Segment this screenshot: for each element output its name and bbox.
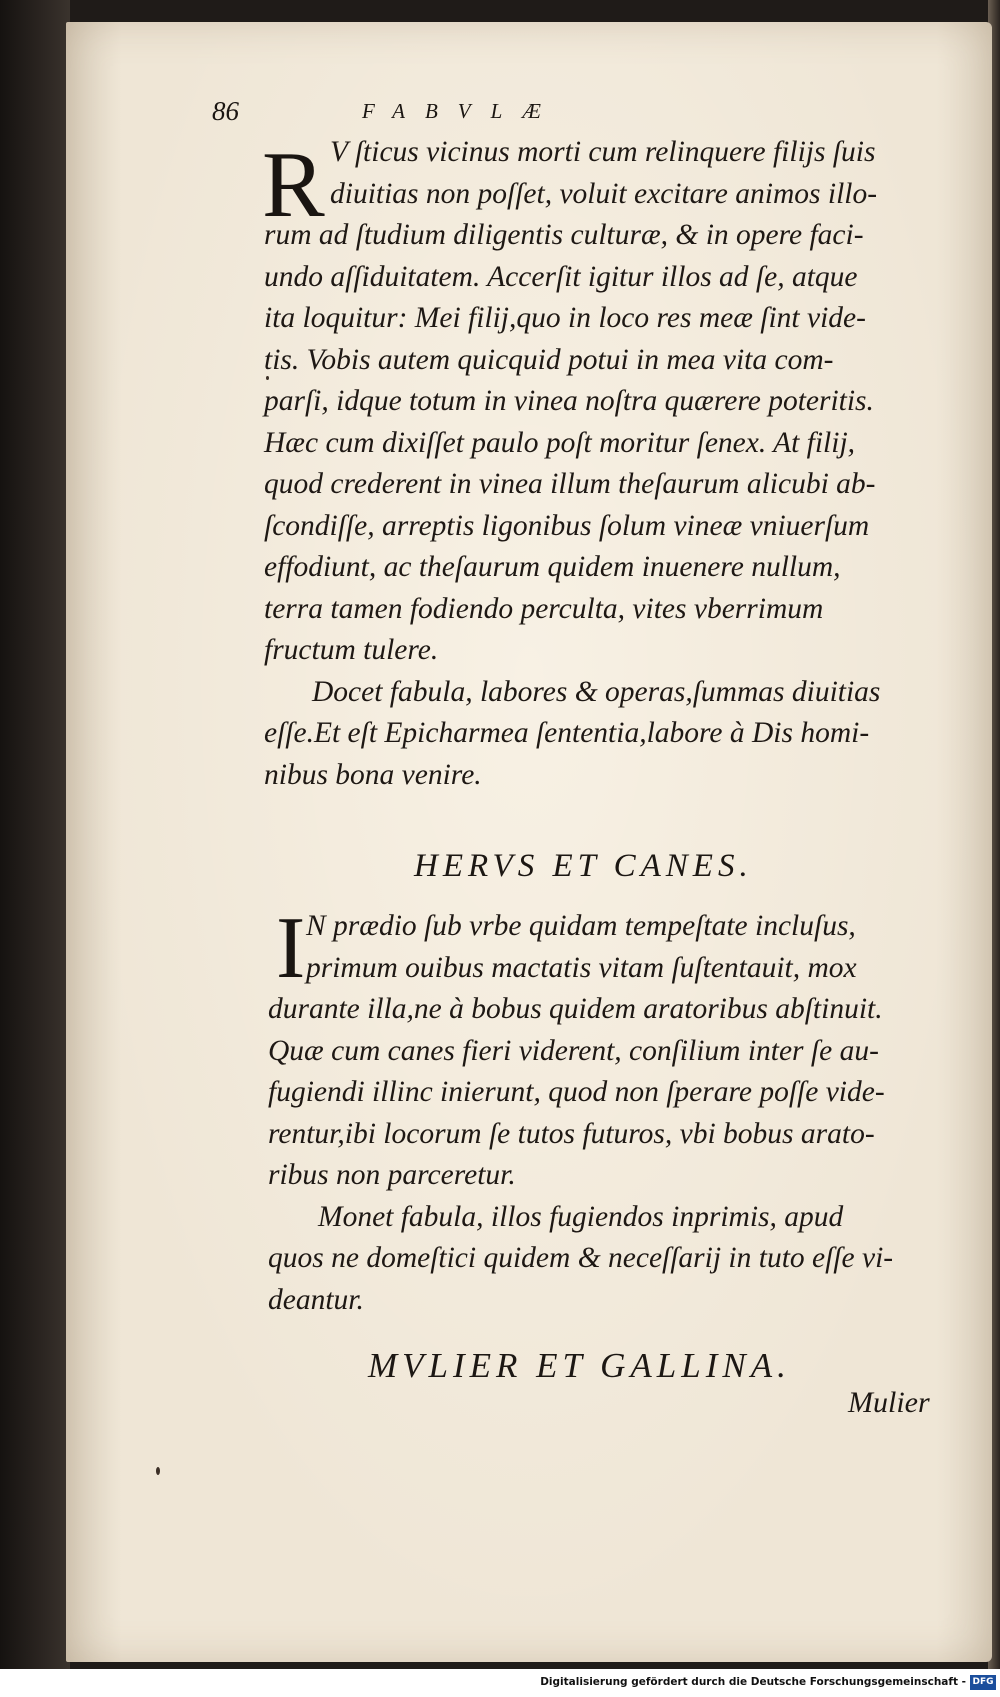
fable1-line: ita loquitur: Mei filij,quo in loco res meæ ſint vide- — [264, 302, 866, 334]
ink-speck — [266, 376, 269, 380]
ink-speck — [156, 1467, 160, 1475]
fable2-line: Quæ cum canes fieri viderent, conſilium inter ſe au- — [268, 1034, 879, 1067]
fable2-line: rentur,ibi locorum ſe tutos futuros, vbi bobus arato- — [268, 1117, 875, 1150]
fable1-line: undo aſſiduitatem. Accerſit igitur illos ad ſe, atque — [264, 260, 858, 293]
fable1-dropcap: R — [262, 133, 325, 237]
page-header — [212, 96, 772, 136]
fable1-line: parſi, idque totum in vinea noſtra quærere poteritis. — [264, 385, 874, 417]
fable1-line: fructum tulere. — [264, 634, 439, 666]
dfg-logo: DFG — [970, 1675, 996, 1690]
fable2-line: N prædio ſub vrbe quidam tempeſtate incluſus, — [306, 910, 856, 942]
fable1-moral-line: nibus bona venire. — [264, 758, 482, 791]
fable1-line: terra tamen fodiendo perculta, vites vberrimum — [264, 592, 824, 625]
fable2-body — [268, 906, 972, 1321]
fable1-line: effodiunt, ac theſaurum quidem inuenere nullum, — [264, 551, 841, 583]
fable1-line: rum ad ſtudium diligentis culturæ, & in opere faci- — [264, 219, 864, 251]
fable1-line: diuitias non poſſet, voluit excitare animos illo- — [330, 177, 878, 210]
footer-bar — [0, 1669, 1000, 1697]
fable2-line: durante illa,ne à bobus quidem aratoribus abſtinuit. — [268, 993, 883, 1025]
fable2-dropcap: I — [276, 900, 306, 997]
fable1-line: V ſticus vicinus morti cum relinquere filijs ſuis — [330, 136, 876, 168]
fable2-moral-line: quos ne domeſtici quidem & neceſſarij in tuto eſſe vi- — [268, 1242, 894, 1274]
fable2-moral-line: Monet fabula, illos fugiendos inprimis, apud — [318, 1200, 844, 1233]
fable1-moral-line: Docet fabula, labores & operas,ſummas diuitias — [312, 675, 881, 708]
fable1-line: quod crederent in vinea illum theſaurum alicubi ab- — [264, 468, 876, 500]
page-number: 86 — [212, 96, 239, 126]
fable2-moral-line: deantur. — [268, 1283, 364, 1316]
fable2-line: ribus non parceretur. — [268, 1159, 516, 1191]
book-binding-edge — [0, 0, 70, 1697]
fable2-line: fugiendi illinc inierunt, quod non ſperare poſſe vide- — [268, 1076, 885, 1108]
fable3-title: MVLIER ET GALLINA. — [368, 1346, 791, 1385]
fable1-moral-line: eſſe.Et eſt Epicharmea ſententia,labore à Dis homi- — [264, 717, 870, 749]
fable1-line: tis. Vobis autem quicquid potui in mea vita com- — [264, 343, 834, 376]
fable2-title: HERVS ET CANES. — [414, 848, 753, 884]
running-title: FABVLÆ — [362, 99, 561, 123]
fable1-body — [264, 132, 972, 796]
catchword: Mulier — [848, 1386, 930, 1419]
fable2-line: primum ouibus mactatis vitam ſuſtentauit, mox — [306, 951, 857, 984]
fable1-line: Hæc cum dixiſſet paulo poſt moritur ſenex. At filij, — [264, 426, 856, 459]
fable1-line: ſcondiſſe, arreptis ligonibus ſolum vineæ vniuerſum — [264, 509, 870, 542]
footer-credit: Digitalisierung gefördert durch die Deutsche Forschungsgemeinschaft - — [540, 1676, 966, 1688]
